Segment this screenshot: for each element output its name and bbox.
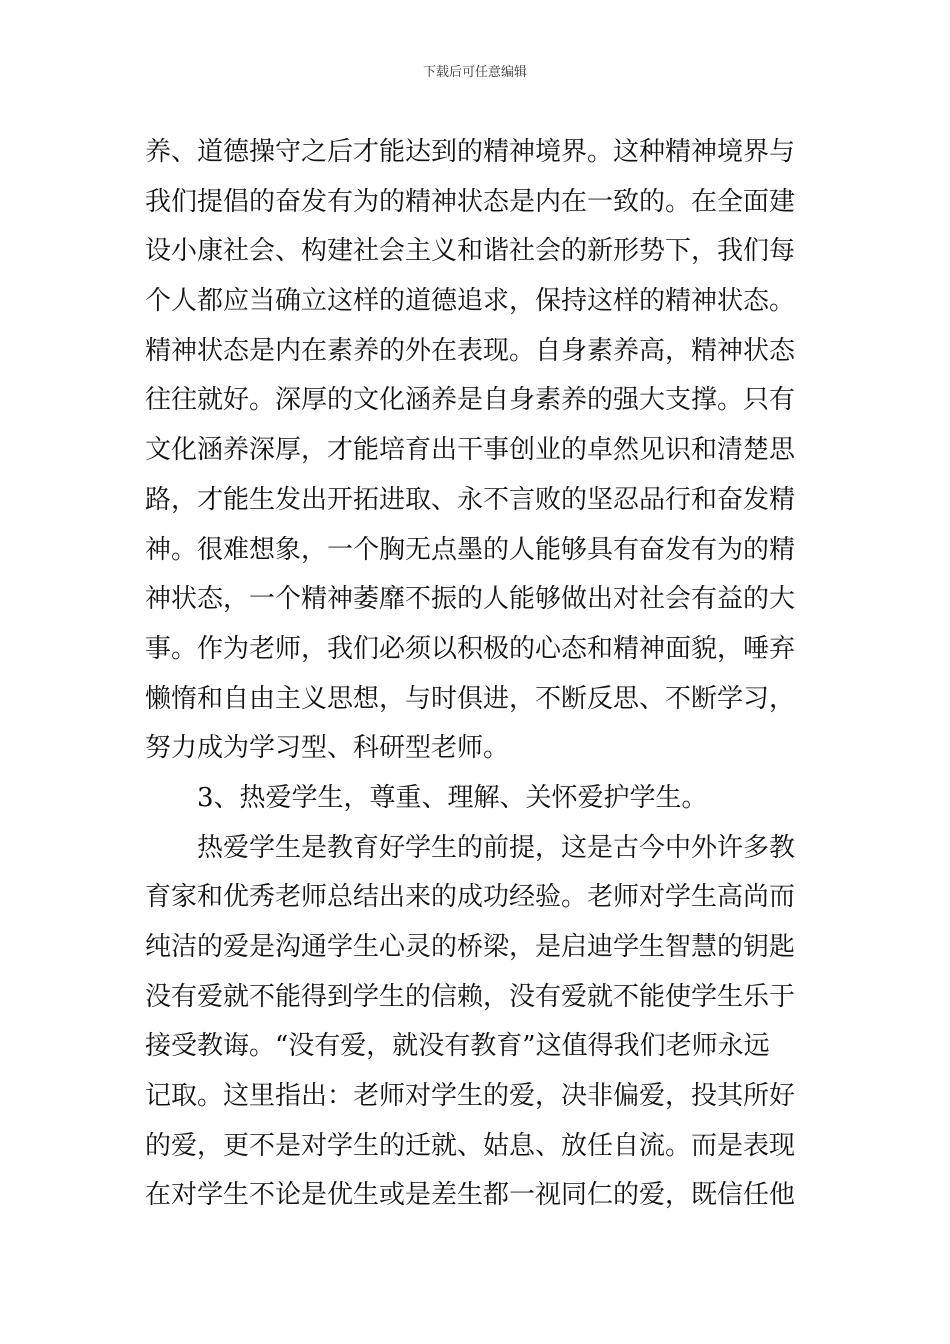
text-line: 文化涵养深厚，才能培育出干事创业的卓然见识和清楚思 bbox=[145, 435, 796, 466]
text-line: 精神状态是内在素养的外在表现。自身素养高，精神状态 bbox=[145, 335, 796, 366]
text-line: 我们提倡的奋发有为的精神状态是内在一致的。在全面建 bbox=[145, 186, 796, 217]
text-line: 往往就好。深厚的文化涵养是自身素养的强大支撑。只有 bbox=[145, 385, 796, 416]
text-line: 的爱，更不是对学生的迁就、姑息、放任自流。而是表现 bbox=[145, 1130, 796, 1161]
text-line: 育家和优秀老师总结出来的成功经验。老师对学生高尚而 bbox=[145, 882, 796, 913]
paragraph bbox=[145, 128, 810, 327]
text-line: 接受教诲。“没有爱，就没有教育”这值得我们老师永远 bbox=[145, 1031, 770, 1062]
text-line: 事。作为老师，我们必须以积极的心态和精神面貌，唾弃 bbox=[145, 633, 796, 664]
text-line: 没有爱就不能得到学生的信赖，没有爱就不能使学生乐于 bbox=[145, 981, 796, 1012]
text-line: 在对学生不论是优生或是差生都一视同仁的爱，既信任他 bbox=[145, 1180, 796, 1211]
document-body bbox=[145, 128, 810, 1221]
paragraph bbox=[145, 327, 810, 774]
text-line: 热爱学生是教育好学生的前提，这是古今中外许多教 bbox=[197, 832, 796, 863]
text-line: 路，才能生发出开拓进取、永不言败的坚忍品行和奋发精 bbox=[145, 484, 796, 515]
text-line: 个人都应当确立这样的道德追求，保持这样的精神状态。 bbox=[145, 286, 796, 317]
text-line: 神状态，一个精神萎靡不振的人能够做出对社会有益的大 bbox=[145, 584, 796, 615]
text-line: 设小康社会、构建社会主义和谐社会的新形势下，我们每 bbox=[145, 236, 796, 267]
page-header: 下载后可任意编辑 bbox=[422, 65, 527, 80]
text-line: 神。很难想象，一个胸无点墨的人能够具有奋发有为的精 bbox=[145, 534, 796, 565]
text-line: 纯洁的爱是沟通学生心灵的桥梁，是启迪学生智慧的钥匙 bbox=[145, 932, 796, 962]
section-heading bbox=[145, 774, 810, 824]
text-line: 懒惰和自由主义思想，与时俱进，不断反思、不断学习， bbox=[145, 683, 796, 714]
text-line: 养、道德操守之后才能达到的精神境界。这种精神境界与 bbox=[145, 137, 796, 167]
text-line: 3、热爱学生，尊重、理解、关怀爱护学生。 bbox=[197, 782, 708, 813]
text-line: 努力成为学习型、科研型老师。 bbox=[145, 733, 510, 764]
text-line: 记取。这里指出：老师对学生的爱，决非偏爱，投其所好 bbox=[145, 1081, 796, 1112]
paragraph bbox=[145, 824, 810, 1222]
